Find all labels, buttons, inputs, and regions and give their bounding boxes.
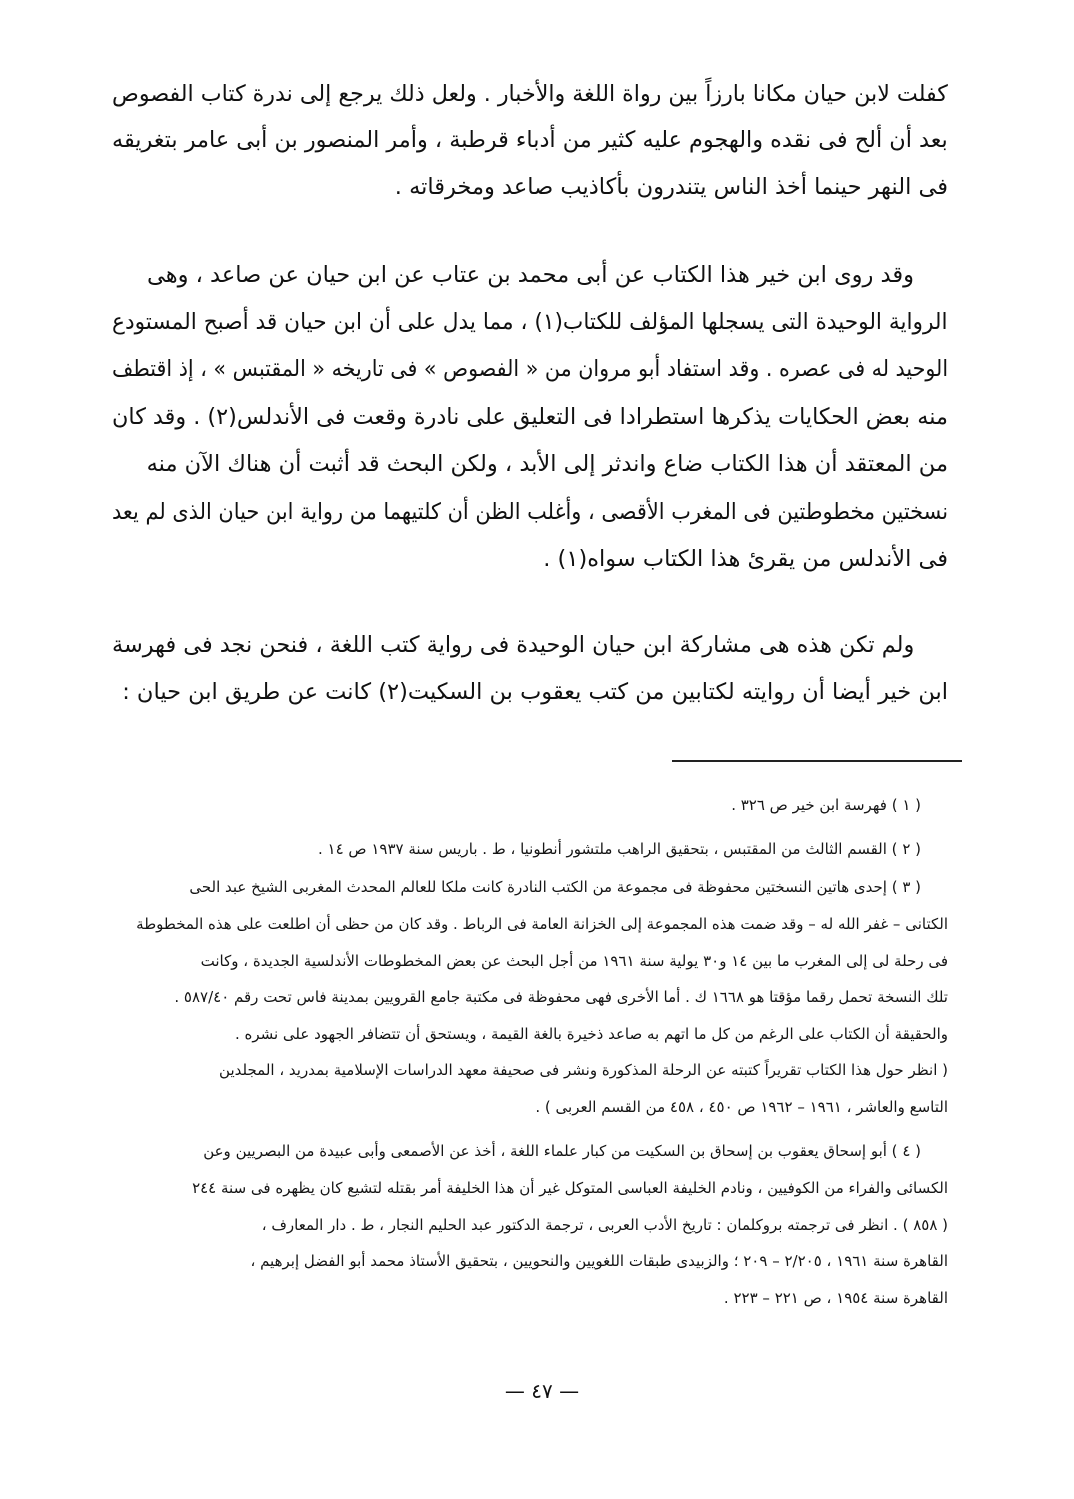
footnote-2-line-1: ( ٢ ) القسم الثالث من المقتبس ، بتحقيق الراهب ملتشور أنطونيا ، ط . باريس سنة ١٩٣٧ ص ١٤ .: [317, 840, 921, 858]
footnote-3-line-7: التاسع والعاشر ، ١٩٦١ – ١٩٦٢ ص ٤٥٠ ، ٤٥٨ من القسم العربى ) .: [535, 1098, 948, 1116]
page-number: — ٤٧ —: [504, 1379, 580, 1403]
paragraph-1-line-1: كفلت لابن حيان مكانا بارزاً بين رواة اللغة والأخبار . ولعل ذلك يرجع إلى ندرة كتاب الفصوص: [112, 81, 948, 107]
paragraph-2-line-5: من المعتقد أن هذا الكتاب ضاع واندثر إلى الأبد ، ولكن البحث قد أثبت أن هناك الآن منه: [146, 451, 948, 477]
footnote-4-line-5: القاهرة سنة ١٩٥٤ ، ص ٢٢١ – ٢٢٣ .: [723, 1289, 948, 1307]
footnote-3-line-4: تلك النسخة تحمل رقما مؤقتا هو ١٦٦٨ ك . أما الأخرى فهى محفوظة فى مكتبة جامع القرويين بمدينة فاس تحت رقم ٥٨٧/٤٠ .: [174, 988, 948, 1006]
footnote-4-line-4: القاهرة سنة ١٩٦١ ، ٢/٢٠٥ – ٢٠٩ ؛ والزبيدى طبقات اللغويين والنحويين ، بتحقيق الأستاذ محمد أبو الفضل إبرهيم ،: [250, 1252, 948, 1270]
footnote-divider: [672, 760, 962, 762]
paragraph-3-line-1: ولم تكن هذه هى مشاركة ابن حيان الوحيدة فى رواية كتب اللغة ، فنحن نجد فى فهرسة: [111, 632, 914, 658]
paragraph-1-line-3: فى النهر حينما أخذ الناس يتندرون بأكاذيب صاعد ومخرقاته .: [394, 174, 948, 200]
paragraph-2-line-4: منه بعض الحكايات يذكرها استطرادا فى التعليق على نادرة وقعت فى الأندلس(٢) . وقد كان: [112, 404, 948, 430]
paragraph-3-line-2: ابن خير أيضا أن روايته لكتابين من كتب يعقوب بن السكيت(٢) كانت عن طريق ابن حيان :: [122, 679, 948, 705]
footnote-3-line-2: الكتانى – غفر الله له – وقد ضمت هذه المجموعة إلى الخزانة العامة فى الرباط . وقد كان من حظى أن اطلعت على هذه المخطوطة: [136, 915, 948, 933]
paragraph-2-line-6: نسختين مخطوطتين فى المغرب الأقصى ، وأغلب الظن أن كلتيهما من رواية ابن حيان الذى لم يعد: [111, 499, 948, 525]
paragraph-2-line-7: فى الأندلس من يقرئ هذا الكتاب سواه(١) .: [543, 546, 948, 572]
footnote-3-line-1: ( ٣ ) إحدى هاتين النسختين محفوظة فى مجموعة من الكتب النادرة كانت ملكا للعالم المحدث المغربى الشيخ عبد الحى: [189, 878, 921, 896]
footnote-3-line-5: والحقيقة أن الكتاب على الرغم من كل ما اتهم به صاعد ذخيرة بالغة القيمة ، ويستحق أن تتضافر الجهود على نشره .: [234, 1025, 948, 1043]
footnote-3-line-6: ( انظر حول هذا الكتاب تقريراً كتبته عن الرحلة المذكورة ونشر فى صحيفة معهد الدراسات الإسلامية بمدريد ، المجلدين: [219, 1061, 948, 1079]
footnote-4-line-3: ( ٨٥٨ ) . انظر فى ترجمته بروكلمان : تاريخ الأدب العربى ، ترجمة الدكتور عبد الحليم النجار ، ط . دار المعارف ،: [261, 1216, 948, 1234]
paragraph-1-line-2: بعد أن ألح فى نقده والهجوم عليه كثير من أدباء قرطبة ، وأمر المنصور بن أبى عامر بتغريقه: [112, 127, 948, 153]
footnote-3-line-3: فى رحلة لى إلى المغرب ما بين ١٤ و٣٠ يولية سنة ١٩٦١ من أجل البحث عن بعض المخطوطات الأندلسية الجديدة ، وكانت: [200, 952, 948, 970]
paragraph-2-line-2: الرواية الوحيدة التى يسجلها المؤلف للكتاب(١) ، مما يدل على أن ابن حيان قد أصبح المستودع: [112, 309, 948, 335]
footnote-4-line-1: ( ٤ ) أبو إسحاق يعقوب بن إسحاق بن السكيت من كبار علماء اللغة ، أخذ عن الأصمعى وأبى عبيدة من البصريين وعن: [203, 1142, 921, 1160]
paragraph-2-line-3: الوحيد له فى عصره . وقد استفاد أبو مروان من « الفصوص » فى تاريخه « المقتبس » ، إذ اقتطف: [111, 356, 948, 382]
paragraph-2-line-1: وقد روى ابن خير هذا الكتاب عن أبى محمد بن عتاب عن ابن حيان عن صاعد ، وهى: [146, 262, 914, 288]
footnote-4-line-2: الكسائى والفراء من الكوفيين ، ونادم الخليفة العباسى المتوكل غير أن هذا الخليفة أمر بقتله لتشيع كان يظهره فى سنة ٢٤٤: [192, 1179, 948, 1197]
footnote-1-line-1: ( ١ ) فهرسة ابن خير ص ٣٢٦ .: [731, 796, 921, 814]
